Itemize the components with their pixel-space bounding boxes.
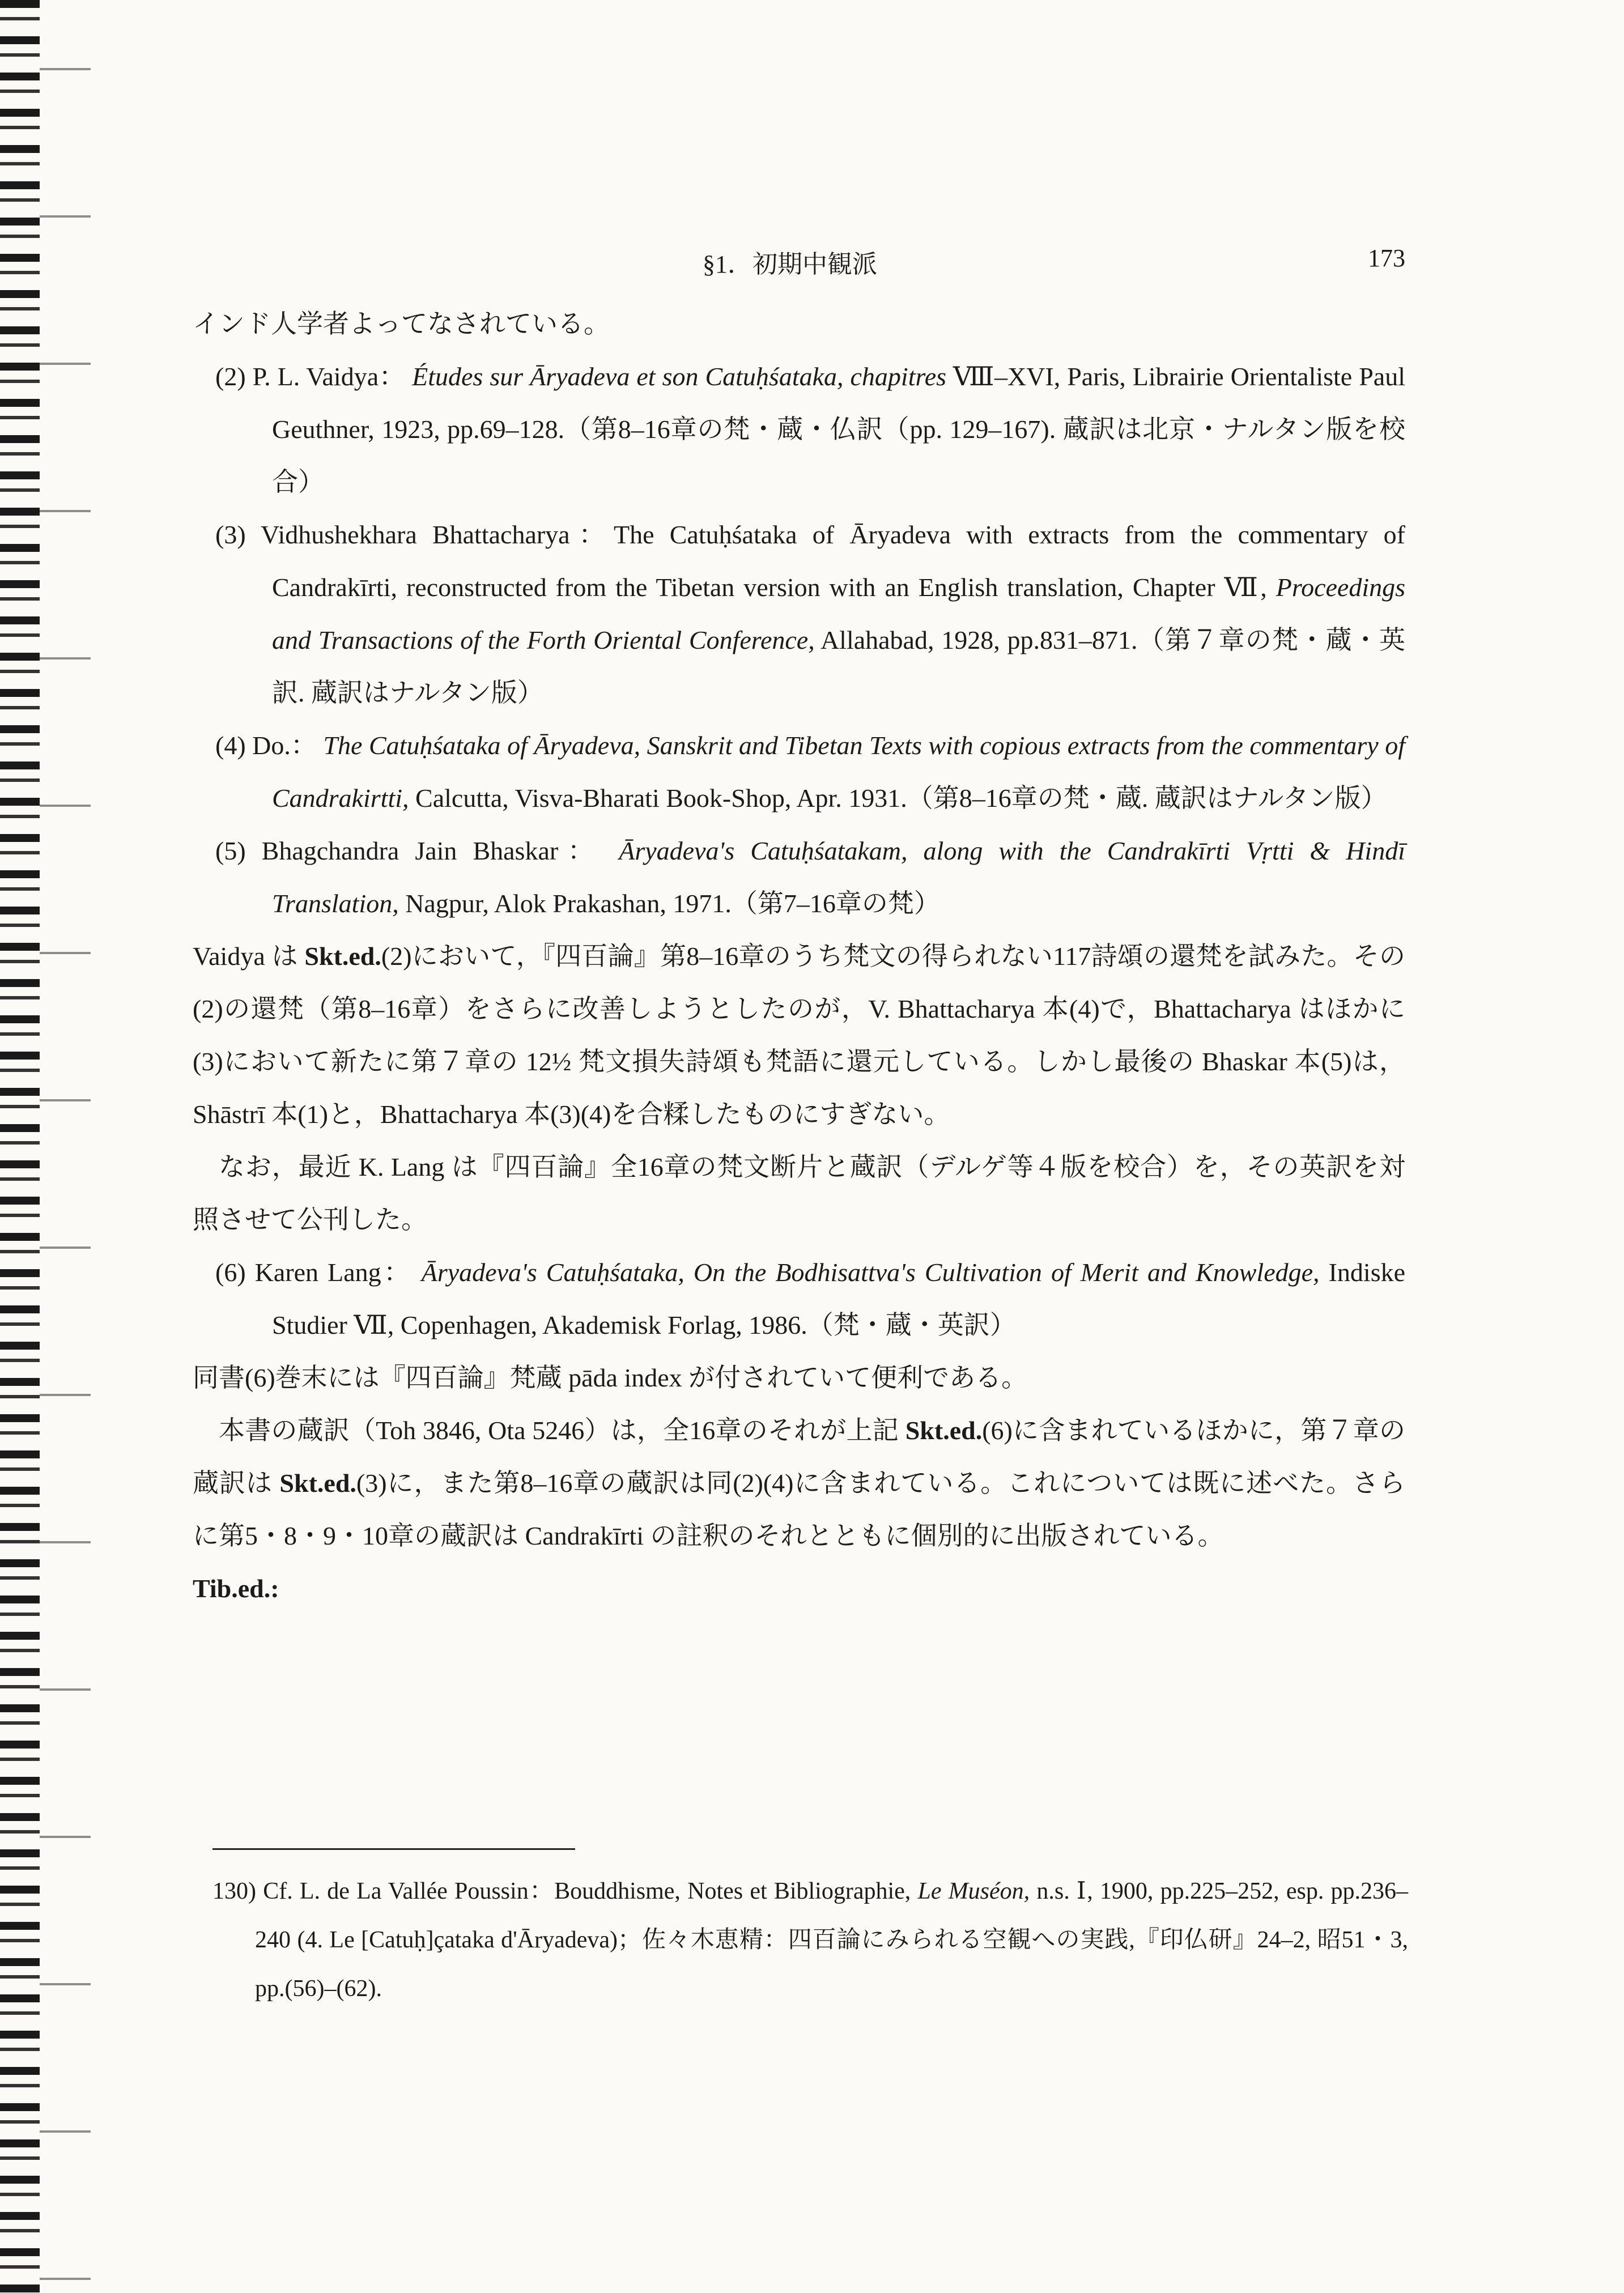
entry-title: Proceedings and Transactions of the Forth Oriental Conference, xyxy=(272,573,1406,654)
paragraph-index-note: 同書(6)巻末には『四百論』梵蔵 pāda index が付されていて便利である。 xyxy=(193,1363,1028,1392)
entry-title: The Catuḥśataka of Āryadeva, Sanskrit and Tibetan Texts with copious extracts from the commentary of Candrakirtti, xyxy=(272,731,1406,812)
bibliography-entry-4: (4) Do.： The Catuḥśataka of Āryadeva, Sanskrit and Tibetan Texts with copious extracts from the commentary of Candrakirtti, Calcutta, Visva-Bharati Book-Shop, Apr. 1931.（第8–16章の梵・蔵. 蔵訳はナルタン版） xyxy=(215,731,1406,812)
paragraph-tibetan: 本書の蔵訳（Toh 3846, Ota 5246）は，全16章のそれが上記 Skt.ed.(6)に含まれているほかに，第７章の蔵訳は Skt.ed.(3)に，また第8–16章の蔵訳は同(2)(4)に含まれている。これについては既に述べた。さらに第5・8・9・10章の蔵訳は Candrakīrti の註釈のそれとともに個別的に出版されている。 xyxy=(193,1416,1406,1550)
footnote-rule xyxy=(212,1848,575,1850)
intro-line: インド人学者よってなされている。 xyxy=(193,309,610,338)
page-number: 173 xyxy=(1368,244,1405,272)
tib-ed-heading: Tib.ed.: xyxy=(193,1574,279,1603)
footnote-130: 130) Cf. L. de La Vallée Poussin：Bouddhisme, Notes et Bibliographie, Le Muséon, n.s. Ⅰ, 1900, pp.225–252, esp. pp.236–240 (4. Le [Catuḥ]çataka d'Āryadeva)；佐々木恵精：四百論にみられる空観への実践,『印仏研』24–2, 昭51・3, pp.(56)–(62). xyxy=(212,1878,1409,2002)
paragraph-vaidya: Vaidya は Skt.ed.(2)において，『四百論』第8–16章のうち梵文の得られない117詩頌の還梵を試みた。その(2)の還梵（第8–16章）をさらに改善しようとしたのが，V. Bhattacharya 本(4)で，Bhattacharya はほかに(3)において新たに第７章の 12½ 梵文損失詩頌も梵語に還元している。しかし最後の Bhaskar 本(5)は，Shāstrī 本(1)と，Bhattacharya 本(3)(4)を合糅したものにすぎない。 xyxy=(193,942,1405,1129)
bibliography-entry-3: (3) Vidhushekhara Bhattacharya：The Catuḥśataka of Āryadeva with extracts from the commentary of Candrakīrti, reconstructed from the Tibetan version with an English translation, Chapter Ⅶ, Proceedings and Transactions of the Forth Oriental Conference, Allahabad, 1928, pp.831–871.（第７章の梵・蔵・英訳. 蔵訳はナルタン版） xyxy=(215,520,1406,707)
running-head xyxy=(193,244,1405,278)
section-title: §1．初期中観派 xyxy=(703,250,877,278)
paragraph-lang: なお，最近 K. Lang は『四百論』全16章の梵文断片と蔵訳（デルゲ等４版を校合）を，その英訳を対照させて公刊した。 xyxy=(193,1152,1405,1234)
entry-title: Études sur Āryadeva et son Catuḥśataka, chapitres xyxy=(412,362,947,391)
bibliography-entry-5: (5) Bhagchandra Jain Bhaskar： Āryadeva's Catuḥśatakam, along with the Candrakīrti Vṛtti & Hindī Translation, Nagpur, Alok Prakashan, 1971.（第7–16章の梵） xyxy=(215,836,1405,918)
entry-title: Āryadeva's Catuḥśatakam, along with the Candrakīrti Vṛtti & Hindī Translation, xyxy=(272,836,1405,918)
binding-edge-scan xyxy=(0,0,40,2293)
bibliography-entry-6: (6) Karen Lang： Āryadeva's Catuḥśataka, On the Bodhisattva's Cultivation of Merit and Knowledge, Indiske Studier Ⅶ, Copenhagen, Akademisk Forlag, 1986.（梵・蔵・英訳） xyxy=(215,1258,1406,1339)
entry-title: Āryadeva's Catuḥśataka, On the Bodhisattva's Cultivation of Merit and Knowledge, xyxy=(421,1258,1320,1287)
bibliography-entry-2: (2) P. L. Vaidya： Études sur Āryadeva et son Catuḥśataka, chapitres Ⅷ–XVI, Paris, Librairie Orientaliste Paul Geuthner, 1923, pp.69–128.（第8–16章の梵・蔵・仏訳（pp. 129–167). 蔵訳は北京・ナルタン版を校合） xyxy=(215,362,1406,496)
main-text xyxy=(193,297,1405,1615)
binding-edge-shadow xyxy=(40,0,91,2293)
